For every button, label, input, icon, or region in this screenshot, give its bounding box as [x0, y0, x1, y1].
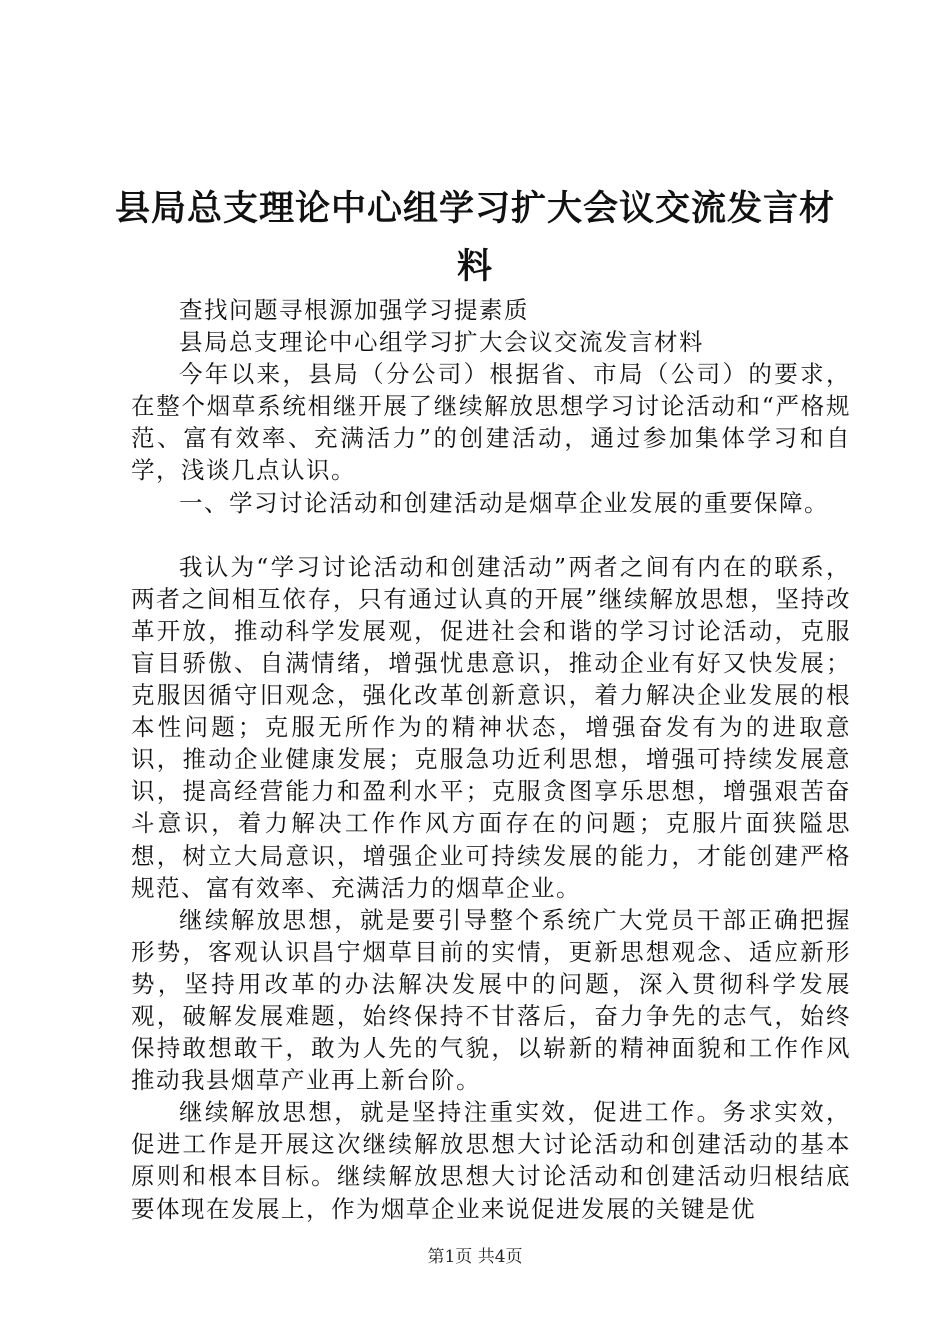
section-heading: 一、学习讨论活动和创建活动是烟草企业发展的重要保障。 — [179, 488, 829, 517]
body-paragraph: 我认为“学习讨论活动和创建活动”两者之间有内在的联系，两者之间相互依存，只有通过认真的开展”继续解放思想，坚持改革开放，推动科学发展观，促进社会和谐的学习讨论活动，克服盲目骄傲、自满情绪，增强忧患意识，推动企业有好又快发展；克服因循守旧观念，强化改革创新意识，着力解决企业发展的根本性问题；克服无所作为的精神状态，增强奋发有为的进取意识，推动企业健康发展；克服急功近利思想，增强可持续发展意识，提高经营能力和盈利水平；克服贪图享乐思想，增强艰苦奋斗意识，着力解决工作作风方面存在的问题；克服片面狭隘思想，树立大局意识，增强企业可持续发展的能力，才能创建严格规范、富有效率、充满活力的烟草企业。 — [131, 552, 851, 902]
body-paragraph: 今年以来，县局（分公司）根据省、市局（公司）的要求，在整个烟草系统相继开展了继续解放思想学习讨论活动和“严格规范、富有效率、充满活力”的创建活动，通过参加集体学习和自学，浅谈几点认识。 — [131, 360, 851, 485]
body-paragraph: 继续解放思想，就是要引导整个系统广大党员干部正确把握形势，客观认识昌宁烟草目前的实情，更新思想观念、适应新形势，坚持用改革的办法解决发展中的问题，深入贯彻科学发展观，破解发展难题，始终保持不甘落后，奋力争先的志气，始终保持敢想敢干，敢为人先的气貌，以崭新的精神面貌和工作作风推动我县烟草产业再上新台阶。 — [131, 905, 851, 1095]
body-paragraph: 继续解放思想，就是坚持注重实效，促进工作。务求实效，促进工作是开展这次继续解放思想大讨论活动和创建活动的基本原则和根本目标。继续解放思想大讨论活动和创建活动归根结底要体现在发展上，作为烟草企业来说促进发展的关键是优 — [131, 1098, 851, 1223]
page-number: 第1页 共4页 — [427, 1247, 523, 1267]
document-body — [131, 294, 851, 1225]
subtitle-line: 查找问题寻根源加强学习提素质 — [179, 296, 529, 324]
subtitle-line: 县局总支理论中心组学习扩大会议交流发言材料 — [179, 328, 704, 357]
document-title: 县局总支理论中心组学习扩大会议交流发言材料 — [114, 189, 835, 287]
